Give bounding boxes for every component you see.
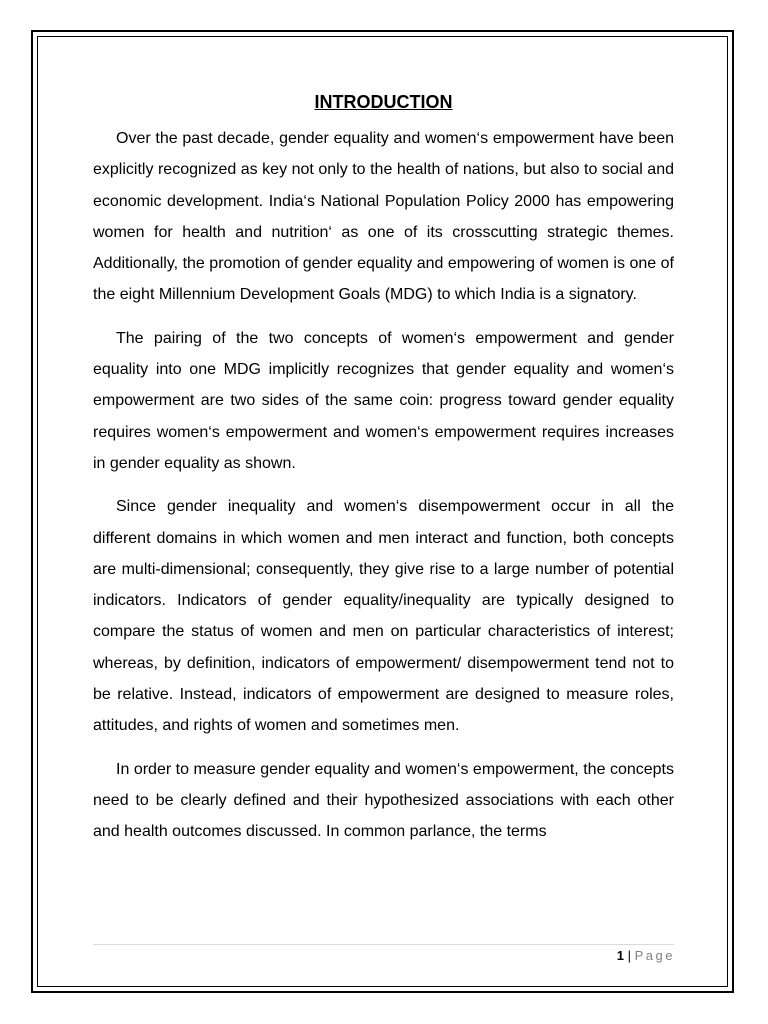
page-label: Page — [634, 948, 675, 963]
footer-divider — [93, 944, 674, 945]
paragraph: In order to measure gender equality and women‘s empowerment, the concepts need to be clearly defined and their hypothesized associations with each other and health outcomes discussed. In common parlance, the terms — [93, 760, 674, 841]
document-title: INTRODUCTION — [314, 92, 453, 112]
paragraph: The pairing of the two concepts of women‘s empowerment and gender equality into one MDG implicitly recognizes that gender equality and women‘s empowerment are two sides of the same coin: progress toward gender equality requires women‘s empowerment and women‘s empowerment requires increases in gender equality as shown. — [93, 329, 674, 472]
paragraph: Over the past decade, gender equality and women‘s empowerment have been explicitly recognized as key not only to the health of nations, but also to social and economic development. India‘s National Population Policy 2000 has empowering women for health and nutrition‘ as one of its crosscutting strategic themes. Additionally, the promotion of gender equality and empowering of women is one of the eight Millennium Development Goals (MDG) to which India is a signatory. — [93, 130, 674, 304]
footer-separator: | — [624, 948, 635, 963]
paragraph: Since gender inequality and women‘s disempowerment occur in all the different domains in which women and men interact and function, both concepts are multi-dimensional; consequently, they give rise to a large number of potential indicators. Indicators of gender equality/inequality are typically designed to compare the status of women and men on particular characteristics of interest; whereas, by definition, indicators of empowerment/ disempowerment tend not to be relative. Instead, indicators of empowerment are designed to measure roles, attitudes, and rights of women and sometimes men. — [93, 498, 674, 735]
document-body — [93, 88, 674, 860]
page-footer — [617, 946, 675, 966]
page-number: 1 — [616, 948, 625, 963]
